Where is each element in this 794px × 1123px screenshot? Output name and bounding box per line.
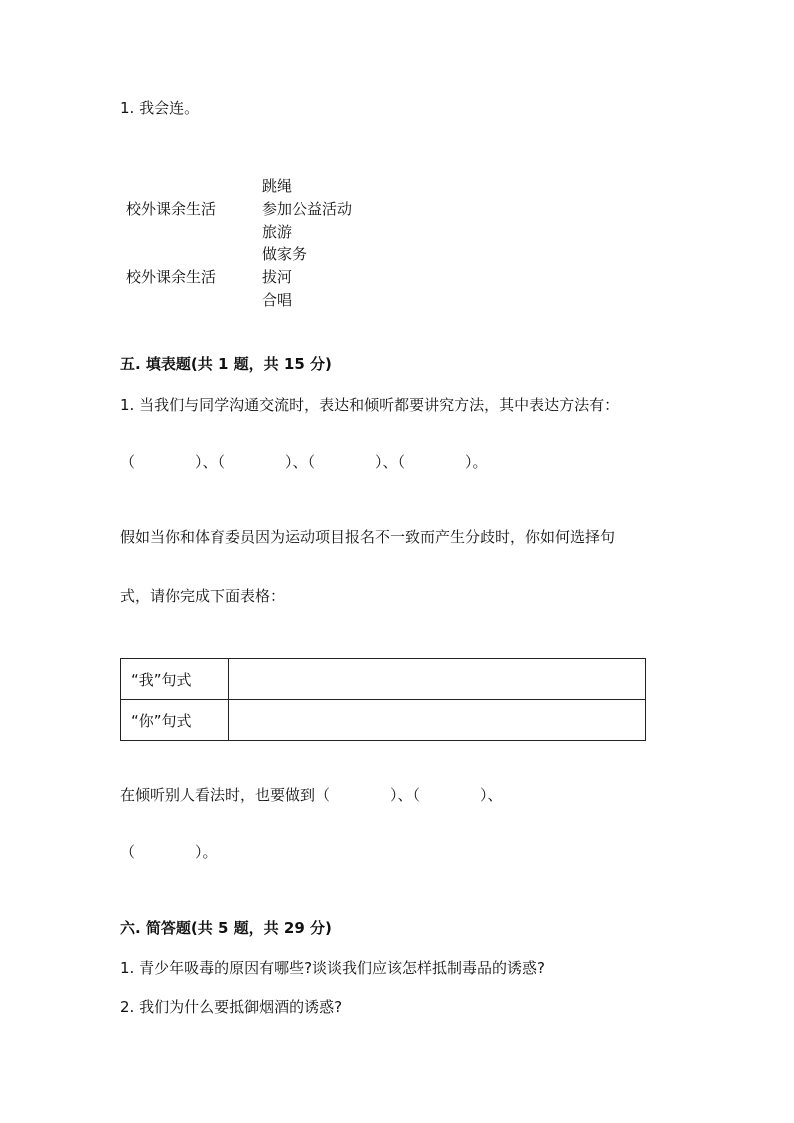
table-cell-label: “你”句式 [121, 700, 229, 741]
table-row [121, 659, 646, 700]
match-right-item: 做家务 [262, 245, 308, 263]
match-right-item: 参加公益活动 [262, 200, 353, 218]
match-right-item: 合唱 [262, 291, 293, 309]
question-title: 1. 我会连。 [120, 99, 200, 117]
match-left-item: 校外课余生活 [126, 268, 217, 286]
section-heading: 六. 简答题(共 5 题，共 29 分) [120, 919, 332, 937]
table-cell-answer[interactable] [229, 659, 646, 700]
table-cell-label: “我”句式 [121, 659, 229, 700]
question-text: 2. 我们为什么要抵御烟酒的诱惑? [120, 998, 343, 1016]
section-heading: 五. 填表题(共 1 题，共 15 分) [120, 355, 332, 373]
match-right-item: 拔河 [262, 268, 293, 286]
table-cell-answer[interactable] [229, 700, 646, 741]
match-right-item: 旅游 [262, 223, 293, 241]
table-row [121, 700, 646, 741]
paragraph-line: 式，请你完成下面表格： [120, 587, 286, 605]
match-left-item: 校外课余生活 [126, 200, 217, 218]
question-text: 1. 青少年吸毒的原因有哪些?谈谈我们应该怎样抵制毒品的诱惑? [120, 959, 546, 977]
paragraph-line: 假如当你和体育委员因为运动项目报名不一致而产生分歧时，你如何选择句 [120, 528, 616, 546]
fill-blanks-line: （ ）。 [120, 843, 218, 861]
fill-blanks-line: （ ）、（ ）、（ ）、（ ）。 [120, 453, 488, 471]
fill-blanks-line: 在倾听别人看法时，也要做到（ ）、（ ）、 [120, 786, 503, 804]
answer-table [120, 658, 646, 741]
question-text: 1. 当我们与同学沟通交流时，表达和倾听都要讲究方法，其中表达方法有： [120, 396, 620, 414]
match-right-item: 跳绳 [262, 177, 293, 195]
